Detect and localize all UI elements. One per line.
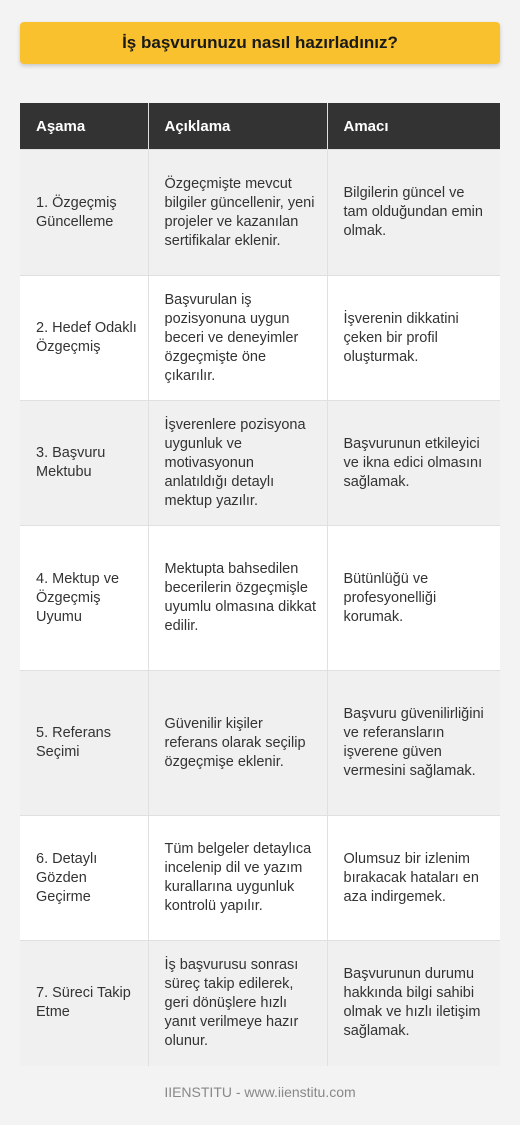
table-header-row (20, 103, 500, 150)
cell-purpose: Olumsuz bir izlenim bırakacak hataları en aza indirgemek. (327, 816, 500, 941)
cell-purpose: Bilgilerin güncel ve tam olduğundan emin olmak. (327, 150, 500, 276)
header-purpose: Amacı (327, 103, 500, 150)
cell-purpose: İşverenin dikkatini çeken bir profil oluşturmak. (327, 276, 500, 401)
cell-stage: 5. Referans Seçimi (20, 671, 148, 816)
page-title: İş başvurunuzu nasıl hazırladınız? (122, 33, 398, 52)
title-banner (20, 22, 500, 64)
table-row (20, 816, 500, 941)
cell-purpose: Başvurunun durumu hakkında bilgi sahibi olmak ve hızlı iletişim sağlamak. (327, 941, 500, 1066)
cell-stage: 7. Süreci Takip Etme (20, 941, 148, 1066)
cell-purpose: Başvuru güvenilirliğini ve referansların işverene güven vermesini sağlamak. (327, 671, 500, 816)
cell-description: Başvurulan iş pozisyonuna uygun beceri ve deneyimler özgeçmişte öne çıkarılır. (148, 276, 327, 401)
cell-description: Güvenilir kişiler referans olarak seçilip özgeçmişe eklenir. (148, 671, 327, 816)
cell-description: İş başvurusu sonrası süreç takip edilerek, geri dönüşlere hızlı yanıt verilmeye hazır olunur. (148, 941, 327, 1066)
cell-stage: 6. Detaylı Gözden Geçirme (20, 816, 148, 941)
steps-table (20, 103, 500, 1066)
cell-stage: 2. Hedef Odaklı Özgeçmiş (20, 276, 148, 401)
cell-description: Özgeçmişte mevcut bilgiler güncellenir, yeni projeler ve kazanılan sertifikalar eklenir. (148, 150, 327, 276)
header-stage: Aşama (20, 103, 148, 150)
table-row (20, 526, 500, 671)
table-row (20, 401, 500, 526)
cell-stage: 3. Başvuru Mektubu (20, 401, 148, 526)
table-row (20, 941, 500, 1066)
cell-stage: 4. Mektup ve Özgeçmiş Uyumu (20, 526, 148, 671)
table-row (20, 150, 500, 276)
header-description: Açıklama (148, 103, 327, 150)
table-row (20, 276, 500, 401)
cell-purpose: Başvurunun etkileyici ve ikna edici olmasını sağlamak. (327, 401, 500, 526)
table-row (20, 671, 500, 816)
cell-purpose: Bütünlüğü ve profesyonelliği korumak. (327, 526, 500, 671)
cell-description: Tüm belgeler detaylıca incelenip dil ve yazım kurallarına uygunluk kontrolü yapılır. (148, 816, 327, 941)
cell-description: İşverenlere pozisyona uygunluk ve motivasyonun anlatıldığı detaylı mektup yazılır. (148, 401, 327, 526)
cell-description: Mektupta bahsedilen becerilerin özgeçmişle uyumlu olmasına dikkat edilir. (148, 526, 327, 671)
cell-stage: 1. Özgeçmiş Güncelleme (20, 150, 148, 276)
footer-credit: IIENSTITU - www.iienstitu.com (164, 1084, 356, 1100)
